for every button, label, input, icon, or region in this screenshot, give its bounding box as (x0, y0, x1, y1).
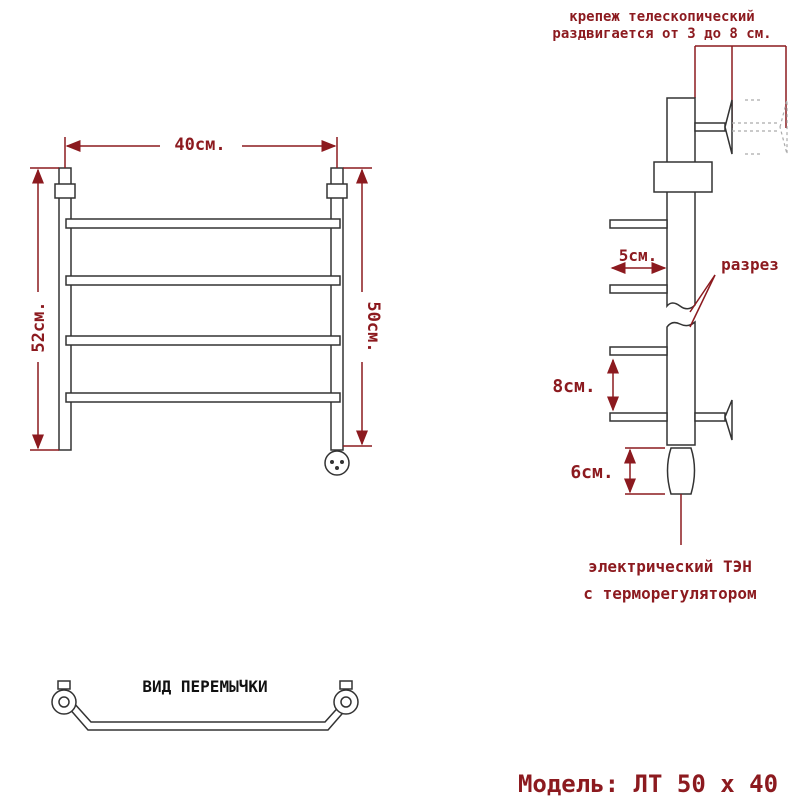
heater-element (668, 448, 695, 494)
heater-note-line2: с терморегулятором (583, 584, 757, 603)
side-post-upper (667, 98, 695, 309)
rung-2 (66, 276, 340, 285)
heater-note-line1: электрический ТЭН (588, 557, 752, 576)
heater-size-label: 6см. (570, 462, 614, 483)
left-post (59, 168, 71, 450)
side-rung-stub (610, 413, 667, 421)
side-clamp (654, 162, 712, 192)
side-rung-stub (610, 220, 667, 228)
spacing-label: 8см. (552, 376, 596, 397)
connector-pin (335, 466, 339, 470)
depth-label: 5см. (618, 246, 658, 265)
bridge-view (52, 677, 358, 730)
connector-pin (330, 460, 334, 464)
wall-bracket-rod (695, 123, 725, 131)
side-rung-stub (610, 285, 667, 293)
wall-bracket-flange (725, 100, 732, 154)
side-view (552, 9, 787, 603)
connector-pin (340, 460, 344, 464)
wall-bracket-rod (695, 413, 725, 421)
model-label: Модель: ЛТ 50 х 40 (517, 770, 779, 798)
width-label: 40см. (174, 135, 226, 155)
heater-connector (325, 451, 349, 475)
wall-bracket-flange (725, 400, 732, 440)
bridge-bar (68, 702, 348, 730)
side-rung-stub (610, 347, 667, 355)
mount-note-line1: крепеж телескопический (569, 9, 755, 25)
right-post (331, 168, 343, 450)
rung-1 (66, 219, 340, 228)
right-height-label: 50см. (363, 301, 383, 353)
left-top-mount (55, 184, 75, 198)
rung-3 (66, 336, 340, 345)
side-post-lower (667, 322, 695, 445)
mount-note-line2: раздвигается от 3 до 8 см. (552, 26, 772, 42)
bridge-title: ВИД ПЕРЕМЫЧКИ (142, 677, 268, 696)
right-top-mount (327, 184, 347, 198)
front-view (28, 133, 383, 475)
rung-4 (66, 393, 340, 402)
section-label: разрез (721, 255, 779, 274)
left-height-label: 52см. (29, 301, 49, 353)
